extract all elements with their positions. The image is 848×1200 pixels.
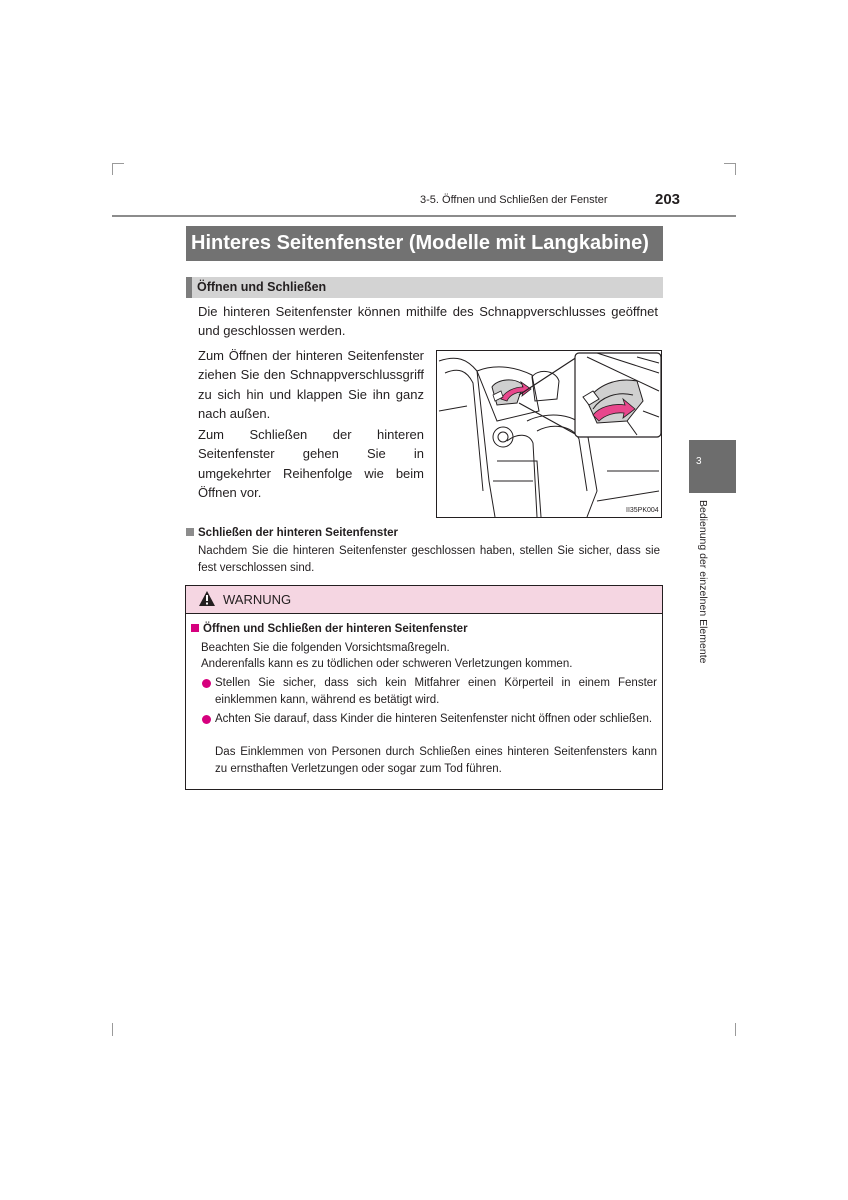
warning-bullet-1: Stellen Sie sicher, dass sich kein Mitfahrer einen Körperteil in einem Fenster einklemmen kann, während es betätigt wird. <box>215 677 657 706</box>
warning-square-icon <box>191 624 199 632</box>
crop-mark-top-right-v <box>735 163 736 175</box>
page-title: Hinteres Seitenfenster (Modelle mit Langkabine) <box>186 226 663 261</box>
warning-bullet-icon-2 <box>202 715 211 724</box>
warning-bullet-2: Achten Sie darauf, dass Kinder die hinteren Seitenfenster nicht öffnen oder schließen. <box>215 713 653 725</box>
chapter-number: 3 <box>696 456 702 467</box>
crop-mark-top-left-v <box>112 163 113 175</box>
section-heading-text: Schließen der hinteren Seitenfenster <box>198 527 399 539</box>
warning-header <box>186 586 662 614</box>
chapter-tab <box>689 440 736 493</box>
close-instructions: Zum Schließen der hinteren Seitenfenster gehen Sie in umgekehrter Reihenfolge wie beim Öffnen vor. <box>198 427 424 501</box>
crop-mark-top-left-h <box>112 163 124 164</box>
running-header-section: 3-5. Öffnen und Schließen der Fenster <box>420 194 608 206</box>
header-rule <box>112 215 736 217</box>
warning-bullet-icon-1 <box>202 679 211 688</box>
cabin-interior-drawing <box>437 351 662 518</box>
intro-paragraph: Die hinteren Seitenfenster können mithilfe des Schnappverschlusses geöffnet und geschlossen werden. <box>198 304 658 339</box>
section-body: Nachdem Sie die hinteren Seitenfenster geschlossen haben, stellen Sie sicher, dass sie fest verschlossen sind. <box>198 545 660 574</box>
warning-bullet-2-extra: Das Einklemmen von Personen durch Schließen eines hinteren Seitenfensters kann zu ernsthaften Verletzungen oder sogar zum Tod führen. <box>215 746 657 775</box>
window-latch-illustration <box>436 350 662 518</box>
section-heading <box>186 527 398 539</box>
warning-label: WARNUNG <box>223 592 292 607</box>
warning-title-text: Öffnen und Schließen der hinteren Seitenfenster <box>203 623 468 635</box>
warning-line-1: Beachten Sie die folgenden Vorsichtsmaßregeln. <box>201 642 450 654</box>
chapter-label: Bedienung der einzelnen Elemente <box>697 500 709 664</box>
open-instructions: Zum Öffnen der hinteren Seitenfenster ziehen Sie den Schnappverschlussgriff zu sich hin und klappen Sie ihn ganz nach außen. <box>198 348 424 422</box>
crop-mark-bottom-left-v <box>112 1023 113 1036</box>
figure-code: II35PK004 <box>626 507 659 514</box>
warning-box <box>185 585 663 790</box>
warning-triangle-icon <box>198 590 216 607</box>
warning-line-2: Anderenfalls kann es zu tödlichen oder schweren Verletzungen kommen. <box>201 658 573 670</box>
subsection-heading: Öffnen und Schließen <box>186 277 663 298</box>
section-square-icon <box>186 528 194 536</box>
page-number: 203 <box>655 191 681 208</box>
warning-title <box>191 623 468 635</box>
crop-mark-bottom-right-v <box>735 1023 736 1036</box>
